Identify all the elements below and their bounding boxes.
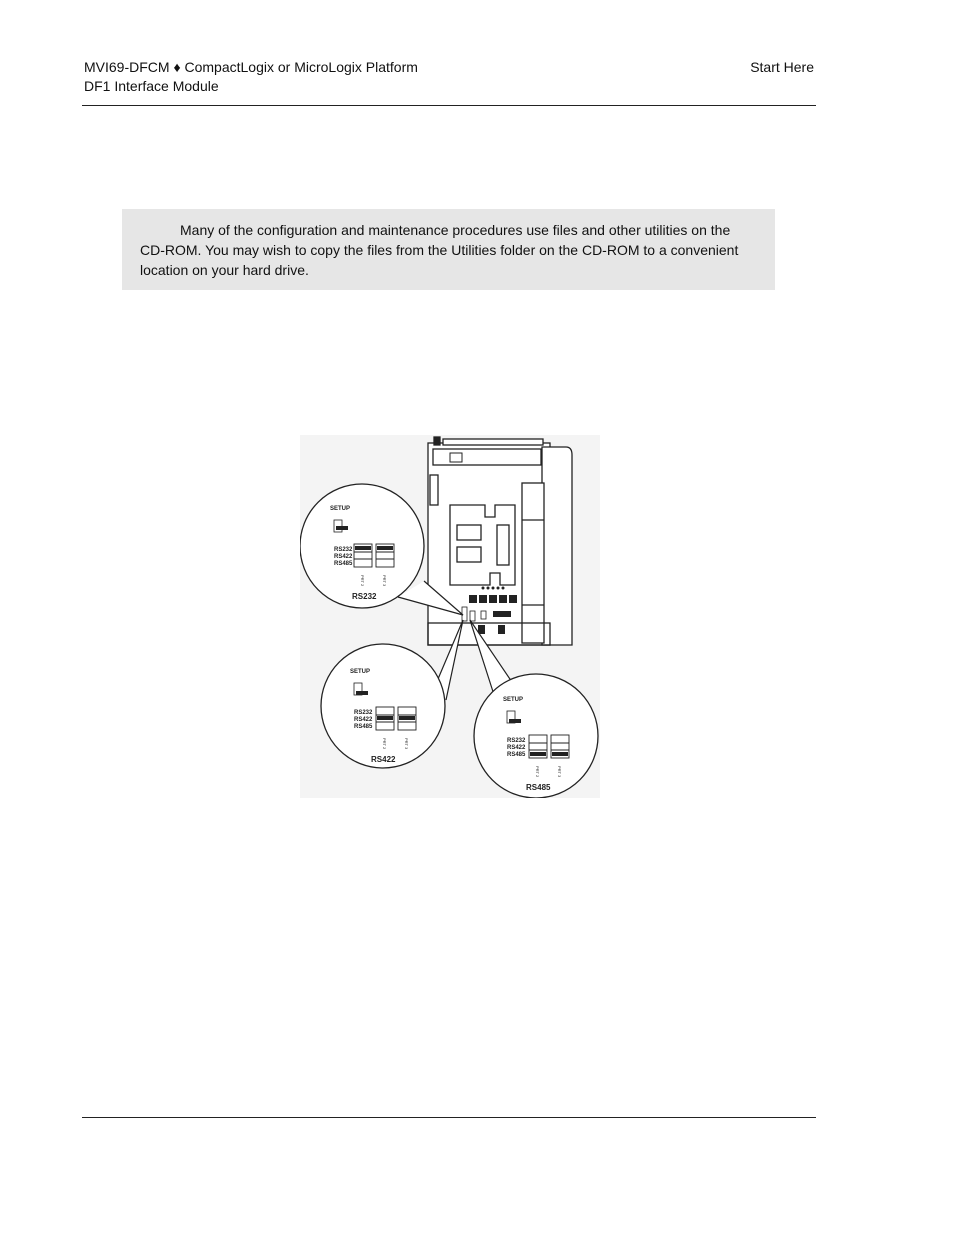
port-label-prt2: PRT 2 [360, 575, 365, 587]
header-divider [82, 105, 816, 106]
row-label-rs422: RS422 [507, 745, 526, 751]
port-label-prt3: PRT 3 [382, 575, 387, 587]
callout-rs232 [300, 484, 424, 608]
note-box [122, 209, 775, 290]
row-label-rs485: RS485 [334, 561, 353, 567]
jumper-figure [300, 435, 600, 798]
callout-caption-rs485: RS485 [526, 783, 551, 792]
row-label-rs232: RS232 [354, 710, 373, 716]
callout-caption-rs232: RS232 [352, 592, 377, 601]
setup-label: SETUP [503, 697, 524, 703]
row-label-rs422: RS422 [334, 554, 353, 560]
callout-rs485 [474, 674, 598, 798]
row-label-rs232: RS232 [334, 547, 353, 553]
port-label-prt2: PRT 2 [382, 738, 387, 750]
setup-label: SETUP [330, 506, 351, 512]
row-label-rs485: RS485 [354, 724, 373, 730]
callout-rs422 [321, 644, 445, 768]
note-text: Many of the configuration and maintenance procedures use files and other utilities on the CD-ROM. You may wish to copy the files from the Utilities folder on the CD-ROM to a convenient location on your hard drive. [140, 222, 739, 278]
row-label-rs422: RS422 [354, 717, 373, 723]
port-label-prt3: PRT 3 [557, 766, 562, 778]
header-section: Start Here [750, 59, 814, 75]
header-subtitle: DF1 Interface Module [84, 78, 219, 94]
setup-label: SETUP [350, 669, 371, 675]
row-label-rs485: RS485 [507, 752, 526, 758]
page-header-left [84, 58, 418, 96]
footer-divider [82, 1117, 816, 1118]
row-label-rs232: RS232 [507, 738, 526, 744]
module-diagram [300, 435, 600, 798]
callout-caption-rs422: RS422 [371, 755, 396, 764]
header-title: MVI69-DFCM ♦ CompactLogix or MicroLogix Platform [84, 59, 418, 75]
port-label-prt3: PRT 3 [404, 738, 409, 750]
port-label-prt2: PRT 2 [535, 766, 540, 778]
